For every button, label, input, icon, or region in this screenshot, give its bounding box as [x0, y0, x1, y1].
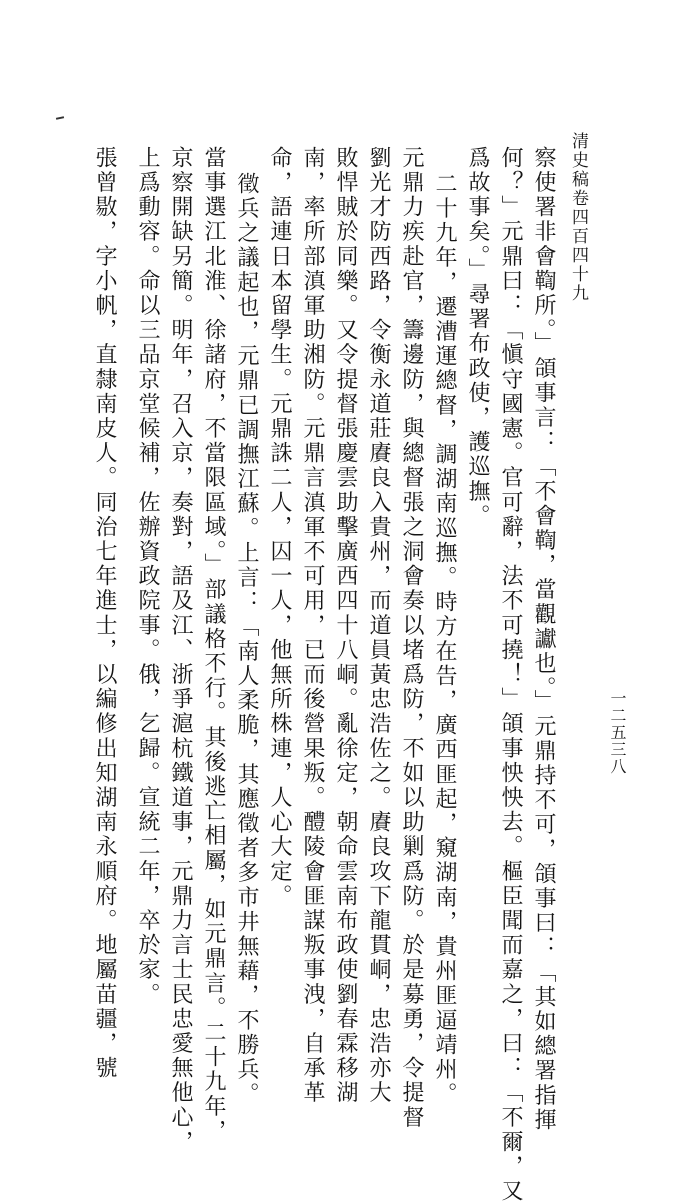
margin-mark — [56, 116, 64, 120]
text-column-14: 張曾敭，字小帆，直隸南皮人。同治七年進士，以編修出知湖南永順府。地屬苗疆，號 — [92, 146, 117, 1081]
text-column-12: 京察開缺另簡。明年，召入京，奏對，語及江、浙爭滬杭鐵道事，元鼎力言士民忠愛無他心， — [168, 146, 193, 1155]
text-column-7: 敗悍賊於同樂。又令提督張慶雲助擊廣西四十八峒。亂徐定，朝命雲南布政使劉春霖移湖 — [333, 146, 358, 1106]
text-column-11: 當事選江北淮、徐諸府，不當限區域。」部議格不行。其後逃亡相屬，如元鼎言。二十九年， — [201, 146, 226, 1144]
text-column-5: 元鼎力疾赴官，籌邊防，與總督張之洞會奏以堵爲防，不如以助剿爲防。於是募勇，令提督 — [399, 146, 424, 1130]
text-column-9: 命，語連日本留學生。元鼎誅二人，囚一人，他無所株連，人心大定。 — [267, 146, 292, 909]
text-column-3: 爲故事矣。」尋署布政使，護巡撫。 — [465, 146, 490, 529]
text-column-8: 南，率所部滇軍助湘防。元鼎言滇軍不可用，已而後營果叛。醴陵會匪謀叛事洩，自承革 — [300, 146, 325, 1106]
text-column-10: 徵兵之議起也，元鼎已調撫江蘇。上言：「南人柔脆，其應徵者多市井無藉，不勝兵。 — [234, 172, 259, 1107]
text-column-6: 劉光才防西路，令衡永道莊賡良入貴州，而道員黃忠浩佐之。賡良攻下龍貫峒，忠浩亦大 — [366, 146, 391, 1106]
text-column-4: 二十九年，遷漕運總督，調湖南巡撫。時方在告，廣西匪起，窺湖南，貴州匪逼靖州。 — [432, 172, 457, 1107]
text-column-13: 上爲動容。命以三品京堂候補，佐辦資政院事。俄，乞歸。宣統二年，卒於家。 — [135, 146, 160, 1007]
text-column-2: 何？」元鼎曰：「愼守國憲。官可辭，法不可撓！」頜事怏怏去。樞臣聞而嘉之，曰：「不爾，又 — [498, 146, 523, 1204]
page-number: 一二五三八 — [608, 690, 627, 775]
text-column-1: 察使署非會鞫所。」頜事言：「不會鞫，當觀讞也。」元鼎持不可，頜事曰：「其如總署指揮 — [531, 146, 556, 1133]
running-header: 清史稿卷四百四十九 — [568, 132, 588, 303]
